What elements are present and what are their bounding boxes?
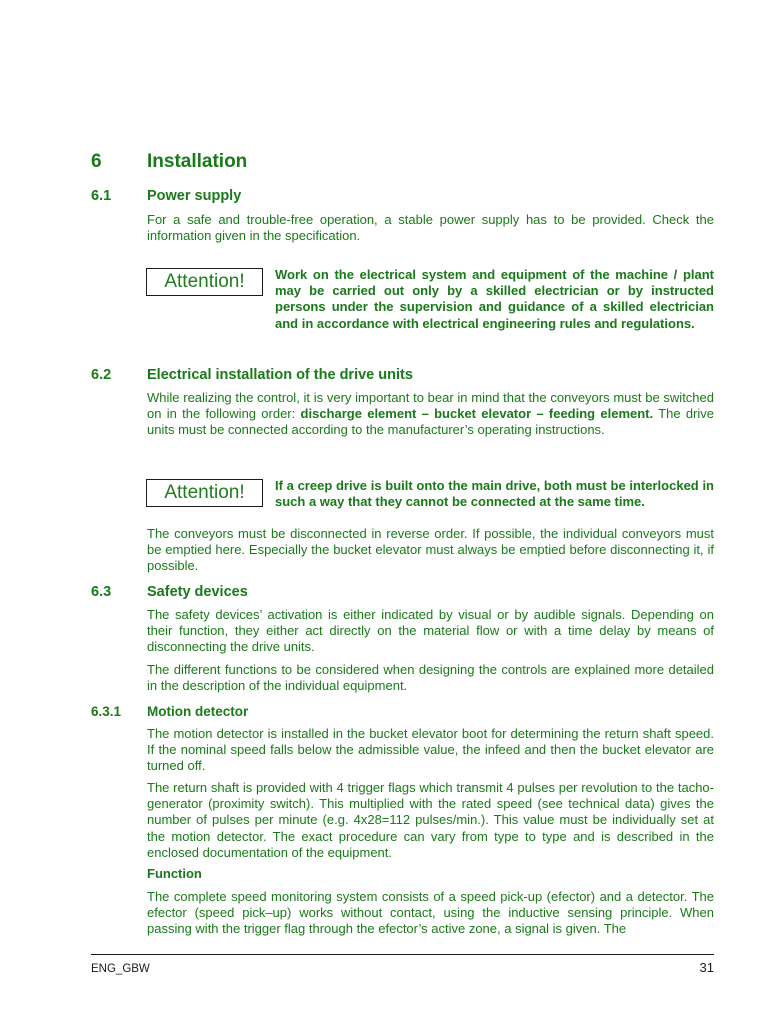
section-title: Power supply: [147, 188, 242, 204]
section-number: 6.3.1: [91, 704, 122, 719]
paragraph-text: The drive units must be connected according to the manufacturer’s operating instructions.: [147, 406, 714, 438]
section-6-2-paragraph-2: The conveyors must be disconnected in reverse order. If possible, the individual conveyors must be emptied here. Especially the bucket elevator must always be emptied before disconnecting it, if possible.: [147, 526, 714, 574]
section-6-3-paragraph-1: The safety devices’ activation is either indicated by visual or by audible signals. Depending on their function, they either act directly on the material flow or with a time delay by means of disconnecting the drive units.: [147, 607, 714, 655]
switch-on-order-text: discharge element – bucket elevator – feeding element.: [300, 406, 654, 422]
attention-warning-text: If a creep drive is built onto the main drive, both must be interlocked in such a way that they cannot be connected at the same time.: [275, 478, 714, 510]
section-6-3-heading: [91, 584, 248, 600]
section-6-3-1-paragraph-1: The motion detector is installed in the bucket elevator boot for determining the return shaft speed. If the nominal speed falls below the admissible value, the infeed and then the bucket elevator are turned off.: [147, 726, 714, 774]
attention-warning-text: Work on the electrical system and equipment of the machine / plant may be carried out only by a skilled electrician or by instructed persons under the supervision and guidance of a skilled electrician and in accordance with electrical engineering rules and regulations.: [275, 267, 714, 331]
chapter-number: 6: [91, 151, 102, 172]
section-6-3-1-paragraph-3: The complete speed monitoring system consists of a speed pick-up (efector) and a detector. The efector (speed pick–up) works without contact, using the inductive sensing principle. When passing with the trigger flag through the efector’s active zone, a signal is given. The: [147, 889, 714, 937]
footer-document-code: ENG_GBW: [91, 963, 150, 975]
function-subheading: Function: [147, 866, 202, 881]
chapter-heading: [91, 151, 247, 173]
footer-divider: [91, 954, 714, 955]
section-number: 6.1: [91, 188, 112, 204]
chapter-title: Installation: [147, 151, 248, 172]
section-6-3-paragraph-2: The different functions to be considered when designing the controls are explained more detailed in the description of the individual equipment.: [147, 662, 714, 694]
section-6-2-heading: [91, 367, 413, 383]
section-number: 6.3: [91, 584, 112, 600]
section-title: Motion detector: [147, 704, 249, 719]
section-6-3-1-heading: [91, 704, 248, 719]
section-6-1-paragraph: For a safe and trouble-free operation, a stable power supply has to be provided. Check the information given in the specification.: [147, 212, 714, 244]
section-6-3-1-paragraph-2: The return shaft is provided with 4 trigger flags which transmit 4 pulses per revolution to the tacho-generator (proximity switch). This multiplied with the rated speed (see technical data) gives the number of pulses per minute (e.g. 4x28=112 pulses/min.). This value must be individually set at the motion detector. The exact procedure can vary from type to type and is described in the enclosed documentation of the equipment.: [147, 780, 714, 860]
page-number: 31: [699, 960, 714, 975]
section-number: 6.2: [91, 367, 112, 383]
paragraph-text: While realizing the control, it is very important to bear in mind that the conveyors must be switched on in the following order:: [147, 390, 714, 422]
attention-label-box: Attention!: [146, 268, 263, 296]
section-title: Electrical installation of the drive units: [147, 367, 413, 383]
attention-label-box: Attention!: [146, 479, 263, 507]
section-title: Safety devices: [147, 584, 248, 600]
section-6-2-paragraph-1: [147, 390, 714, 439]
section-6-1-heading: [91, 188, 241, 204]
